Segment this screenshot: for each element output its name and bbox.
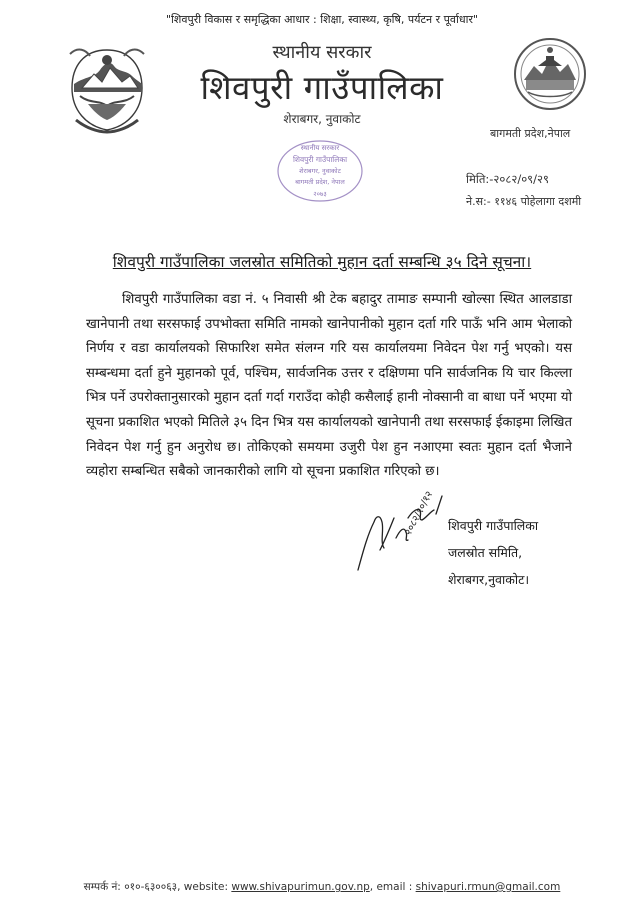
- notice-title: शिवपुरी गाउँपालिका जलस्रोत समितिको मुहान दर्ता सम्बन्धि ३५ दिने सूचना।: [112, 253, 532, 271]
- date: मिति:-२०८२/०९/२९: [466, 172, 550, 186]
- municipality-address: शेराबगर, नुवाकोट: [283, 112, 361, 126]
- province-label: बागमती प्रदेश,नेपाल: [490, 127, 571, 140]
- svg-text:२०८२/१०/१२: २०८२/१०/१२: [402, 489, 436, 538]
- email-label: , email :: [369, 881, 416, 893]
- svg-text:बागमती प्रदेश, नेपाल: बागमती प्रदेश, नेपाल: [295, 178, 345, 186]
- email-link[interactable]: shivapuri.rmun@gmail.com: [415, 881, 561, 893]
- office-stamp: [270, 138, 370, 204]
- signatory-committee: जलस्रोत समिति,: [448, 545, 523, 560]
- website-link[interactable]: www.shivapurimun.gov.np: [231, 881, 370, 893]
- signatory-address: शेराबगर,नुवाकोट।: [448, 572, 530, 587]
- svg-text:२०७३: २०७३: [313, 190, 327, 198]
- svg-text:शेराबगर, नुवाकोट: शेराबगर, नुवाकोट: [299, 167, 341, 175]
- contact-label: सम्पर्क नं: ०१०-६३००६३, website:: [83, 881, 232, 893]
- svg-text:शिवपुरी गाउँपालिका: शिवपुरी गाउँपालिका: [292, 155, 348, 164]
- signature-block: [448, 512, 538, 593]
- municipality-seal: [512, 36, 588, 112]
- notice-body: शिवपुरी गाउँपालिका वडा नं. ५ निवासी श्री टेक बहादुर तामाङ सम्पानी खोल्सा स्थित आलडाडा खानेपानी तथा सरसफाई उपभोक्ता समिति नामको खानेपानीको मुहान दर्ता गरि पाऊँ भनि आम भेलाको निर्णय र वडा कार्यालयको सिफारिश समेत संलग्न गरि यस कार्यालयमा निवेदन पेश गर्नु भएको। यस सम्बन्धमा दर्ता हुने मुहानको पूर्व, पश्चिम, सार्वजनिक उत्तर र दक्षिणमा पनि सार्वजनिक यि चार किल्ला भित्र पर्ने उपरोक्तानुसारको मुहान दर्ता गर्दा गराउँदा कोही कसैलाई हानी नोक्सानी वा बाधा पर्ने भएमा यो सूचना प्रकाशित भएको मितिले ३५ दिन भित्र यस कार्यालयको खानेपानी तथा सरसफाई ईकाइमा लिखित निवेदन पेश गर्नु हुन अनुरोध छ। तोकिएको समयमा उजुरी पेश हुन नआएमा स्वतः मुहान दर्ता भैजाने व्यहोरा सम्बन्धित सबैको जानकारीको लागि यो सूचना प्रकाशित गरिएको छ।: [86, 292, 572, 480]
- footer-contact: [0, 880, 644, 894]
- svg-text:स्थानीय सरकार: स्थानीय सरकार: [300, 144, 340, 152]
- government-label: स्थानीय सरकार: [272, 42, 372, 63]
- motto: "शिवपुरी विकास र समृद्धिका आधार : शिक्षा, स्वास्थ्य, कृषि, पर्यटन र पूर्वाधार": [165, 13, 479, 26]
- signatory-municipality: शिवपुरी गाउँपालिका: [448, 518, 539, 533]
- municipality-title: शिवपुरी गाउँपालिका: [200, 68, 444, 107]
- nepal-sambat-date: ने.स:- ११४६ पोहेलागा दशमी: [466, 195, 582, 208]
